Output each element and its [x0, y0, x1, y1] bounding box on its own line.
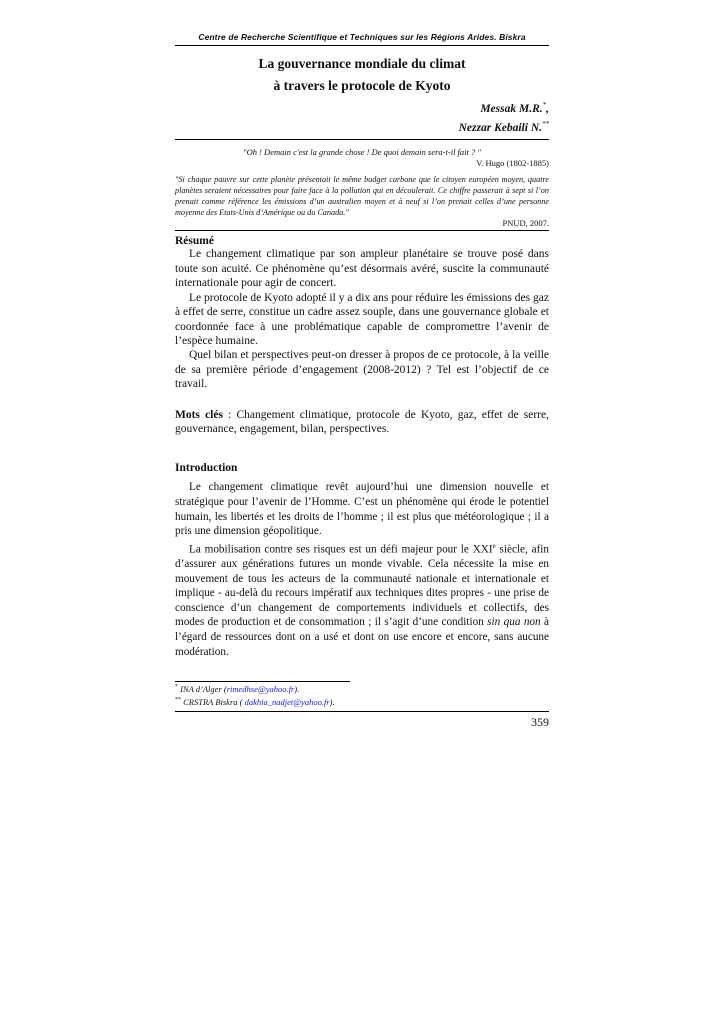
footnote-1-end: ).	[294, 684, 300, 695]
intro-p2-italic: sin qua non	[487, 616, 541, 629]
footnote-1-mark: *	[175, 684, 178, 691]
author-2-mark: **	[542, 119, 549, 128]
footnote-2-end: ).	[329, 696, 335, 707]
title-line-1: La gouvernance mondiale du climat	[258, 56, 466, 71]
paper-page	[175, 32, 549, 730]
epigraph-source-2: PNUD, 2007.	[175, 218, 549, 231]
title-line-2: à travers le protocole de Kyoto	[273, 78, 451, 93]
intro-p2-superscript: e	[492, 541, 496, 550]
author-1: Messak M.R.*,	[480, 101, 549, 115]
authors-block	[175, 98, 549, 140]
abstract-paragraph-3: Quel bilan et perspectives peut-on dresser à propos de ce protocole, à la veille de sa première période d’engagement (2008-2012) ? Tel est l’objectif de ce travail.	[175, 349, 549, 391]
epigraph-source-1: V. Hugo (1802-1885)	[476, 157, 549, 168]
footnote-1-text: INA d’Alger (	[178, 684, 227, 695]
keywords-label: Mots clés	[175, 408, 223, 421]
introduction-paragraph-2	[175, 539, 549, 659]
footer-rule	[175, 711, 549, 712]
footnote-2-mark: **	[175, 697, 181, 704]
footnote-2-text: CRSTRA Biskra (	[181, 696, 245, 707]
author-2	[175, 117, 549, 136]
running-header: Centre de Recherche Scientifique et Techniques sur les Régions Arides. Biskra	[175, 32, 549, 46]
author-1-name: Messak M.R.	[480, 102, 543, 115]
abstract-heading: Résumé	[175, 235, 214, 248]
page-number: 359	[531, 714, 549, 729]
abstract-paragraph-2: Le protocole de Kyoto adopté il y a dix ans pour réduire les émissions des gaz à effet de serre, constitue un cadre assez souple, dans une gouvernance globale et coordonnée face à une problématique capable de compromettre l’avenir de l’espèce humaine.	[175, 291, 549, 347]
keywords-text: : Changement climatique, protocole de Kyoto, gaz, effet de serre, gouvernance, engagement, bilan, perspectives.	[175, 408, 549, 435]
intro-p2-part-c: à l’égard de ressources dont on a usé et dont on use encore et encore, sans aucune modération.	[175, 616, 549, 658]
footnote-1	[175, 682, 549, 695]
abstract-paragraph-1: Le changement climatique par son ampleur planétaire se trouve posé dans toute son acuité. Ce phénomène qu’est désormais avéré, suscite la communauté internationale pour agir de concert.	[175, 248, 549, 290]
author-2-name: Nezzar Kebaili N.	[458, 121, 542, 134]
epigraph-quote-2: "Si chaque pauvre sur cette planète présentait le même budget carbone que le citoyen européen moyen, quatre planètes seraient nécessaires pour faire face à la pollution qui en découlerait. Ce chiffre passerait à sept si l’on prenait comme référence les émissions d’un australien moyen et à neuf si l’on prenait celles d’une personne moyenne des Etats-Unis d’Amérique ou du Canada."	[175, 174, 549, 218]
footnote-1-email-link[interactable]: rimedhse@yahoo.fr	[226, 684, 295, 695]
intro-p2-part-a: La mobilisation contre ses risques est un défi majeur pour le XXI	[189, 543, 493, 556]
introduction-heading: Introduction	[175, 462, 238, 475]
introduction-paragraph-1: Le changement climatique revêt aujourd’hui une dimension nouvelle et stratégique pour l’avenir de l’Homme. C’est un phénomène qui érode le potentiel humain, les libertés et les droits de l’homme ; il est plus que météorologique ; il a pris une dimension géopolitique.	[175, 481, 549, 538]
introduction-body	[175, 480, 549, 659]
epigraph-quote-1: "Oh ! Demain c'est la grande chose ! De quoi demain sera-t-il fait ? "	[243, 146, 481, 157]
footnote-2-email-link[interactable]: dakhia_nadjet@yahoo.fr	[244, 696, 330, 707]
keywords	[175, 408, 549, 437]
intro-p2-part-b: siècle, afin d’assurer aux générations futures un monde vivable. Cela nécessite la mise en mouvement de tous les acteurs de la communauté nationale et internationale et implique - au-delà du recours impératif aux techniques dites propres - une prise de conscience d’un changement de comportements individuels et collectifs, des modes de production et de consommation ; il s’agit d’une condition	[175, 543, 549, 629]
author-1-mark: *	[542, 101, 547, 109]
footnote-2	[175, 695, 549, 708]
